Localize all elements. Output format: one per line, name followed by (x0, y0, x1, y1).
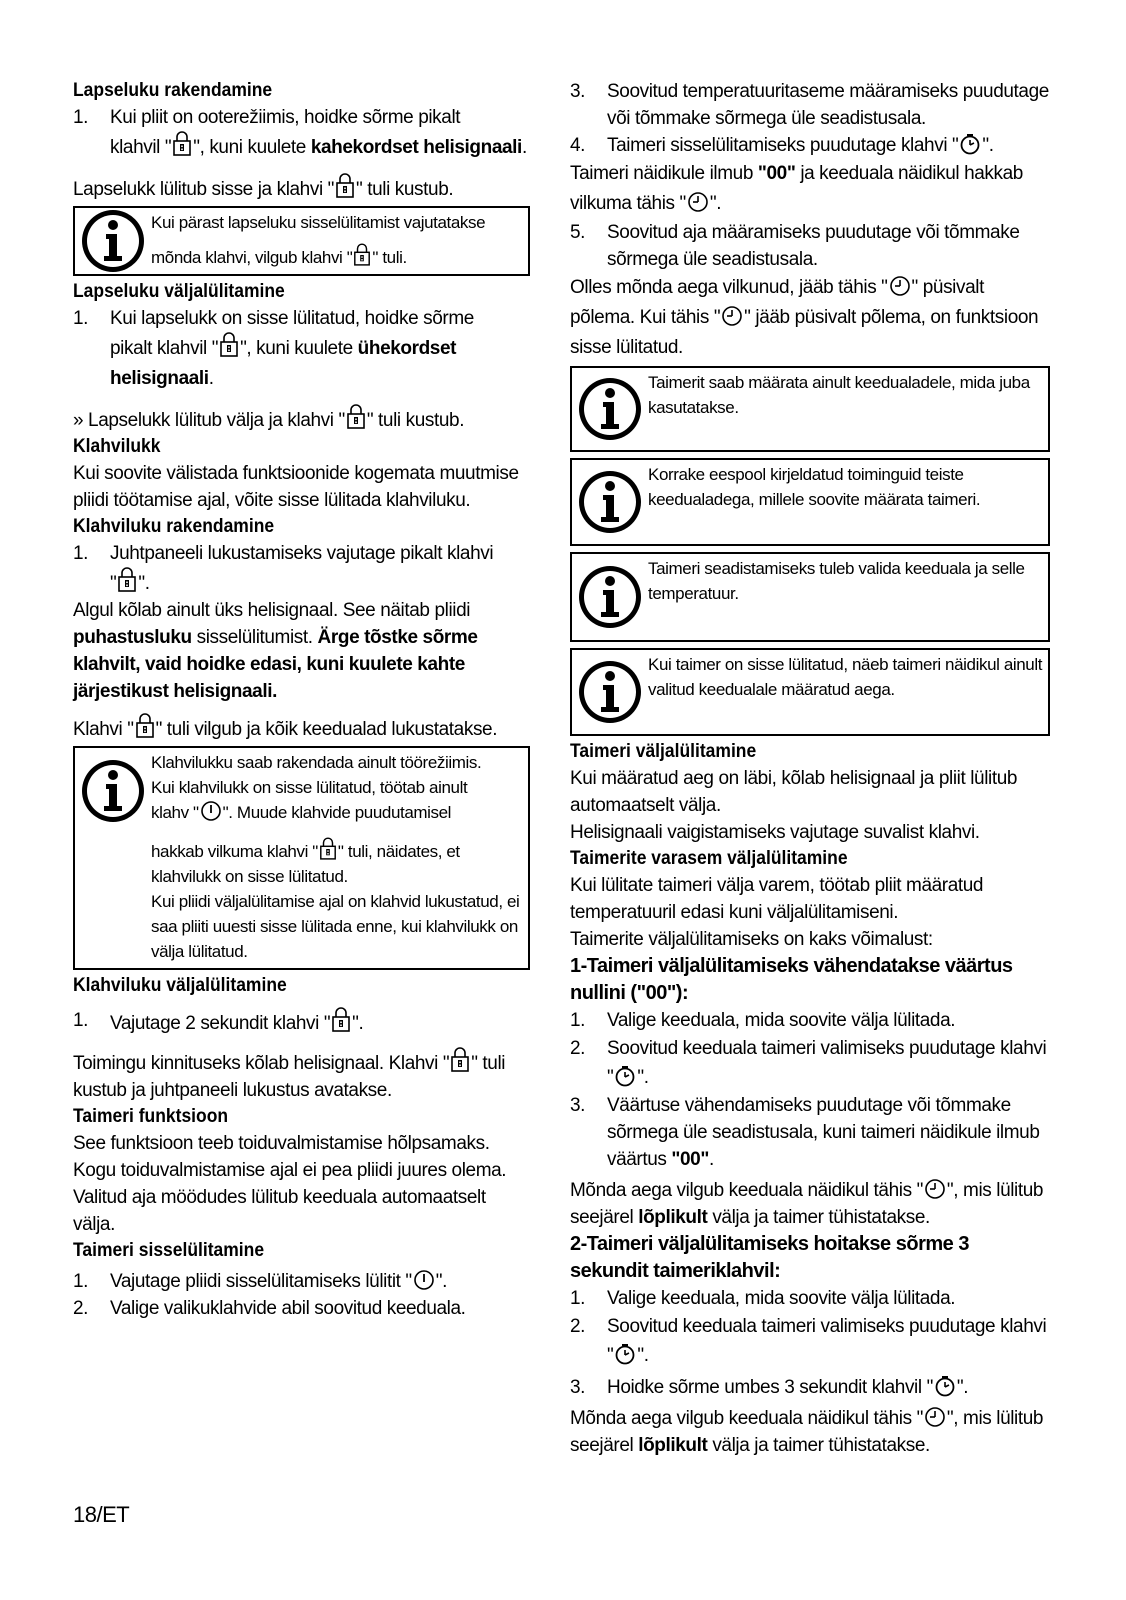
heading-timer-on: Taimeri sisselülitamine (73, 1240, 265, 1261)
list-text (607, 132, 1050, 159)
option-2-title: 2-Taimeri väljalülitamiseks hoitakse sõrme 3 sekundit taimeriklahvil: (570, 1233, 969, 1282)
heading-keylock-off: Klahviluku väljalülitamine (73, 975, 287, 996)
spacer (73, 131, 110, 163)
paragraph: Helisignaali vaigistamiseks vajutage suvalist klahvi. (570, 822, 980, 843)
right-column (570, 78, 1050, 1459)
info-icon-box (75, 748, 151, 968)
text: hakkab vilkuma klahvi " (151, 842, 318, 861)
power-icon (200, 800, 222, 822)
info-icon-box (572, 554, 648, 640)
list-number: 1. (570, 1010, 586, 1031)
list-text: Soovitud temperatuuritaseme määramiseks puudutage või tõmmake sõrmega üle seadistusala. (607, 81, 1049, 129)
list-number: 1. (73, 1010, 89, 1031)
list-item (570, 1007, 1050, 1034)
text: Vajutage pliidi sisselülitamiseks lülitit " (110, 1271, 412, 1292)
text: ", mis lülitub seejärel (570, 1408, 1044, 1456)
text-emphasis: lõplikult (638, 1435, 708, 1456)
list-item (73, 1295, 530, 1322)
text: Taimeri sisselülitamiseks puudutage klahvi " (607, 135, 959, 156)
list-number: 3. (570, 1095, 586, 1116)
text: Soovitud keeduala taimeri valimiseks puudutage klahvi " (607, 1038, 1047, 1088)
note-text: Taimeri seadistamiseks tuleb valida keeduala ja selle temperatuur. (648, 559, 1025, 603)
list-item (73, 540, 530, 597)
clock-icon (721, 305, 743, 327)
text: " tuli kustub. (356, 179, 454, 200)
text-emphasis: "00" (757, 163, 796, 184)
info-icon (579, 566, 641, 628)
list-item (570, 1374, 1050, 1401)
text: Taimeri näidikule ilmub (570, 163, 758, 184)
list-number: 2. (570, 1038, 586, 1059)
text: " tuli. (372, 248, 407, 267)
clock-icon (687, 191, 709, 213)
list-text: Kui lapselukk on sisse lülitatud, hoidke sõrme (110, 308, 474, 329)
list-text: Valige valikuklahvide abil soovitud keeduala. (110, 1298, 466, 1319)
note-text: Korrake eespool kirjeldatud toiminguid teiste keedualadega, millele soovite määrata taimeri. (648, 465, 981, 509)
list-text: Juhtpaneeli lukustamiseks vajutage pikalt klahvi " ". (110, 543, 494, 594)
list-text: Valige keeduala, mida soovite välja lülitada. (607, 1288, 956, 1309)
text: pikalt klahvil " (110, 338, 219, 359)
heading-timer-early: Taimerite varasem väljalülitamine (570, 848, 848, 869)
text: Mõnda aega vilgub keeduala näidikul tähis " (570, 1408, 923, 1429)
info-note (570, 366, 1050, 452)
paragraph (73, 713, 530, 743)
heading-timer: Taimeri funktsioon (73, 1106, 229, 1127)
list-item (73, 1268, 530, 1295)
heading-timer-off: Taimeri väljalülitamine (570, 741, 757, 762)
text: Toimingu kinnituseks kõlab helisignaal. Klahvi " (73, 1053, 450, 1074)
list-number: 1. (73, 308, 89, 329)
info-icon-box (572, 368, 648, 450)
text: klahv " (151, 803, 199, 822)
list-text (607, 1312, 1050, 1370)
text: ", kuni kuulete (193, 137, 311, 158)
text: Lapselukk lülitub sisse ja klahvi " (73, 179, 334, 200)
text: . (708, 1149, 714, 1170)
text: Väärtuse vähendamiseks puudutage või tõmmake sõrmega üle seadistusala, kuni taimeri näidikule ilmub väärtus (607, 1095, 1040, 1170)
text: ". (637, 1345, 649, 1366)
text: Soovitud keeduala taimeri valimiseks puudutage klahvi " (607, 1316, 1047, 1366)
paragraph: Taimerite väljalülitamiseks on kaks võimalust: (570, 929, 933, 950)
list-item (73, 1007, 530, 1037)
list-item (570, 132, 1050, 159)
text: ". (435, 1271, 447, 1292)
paragraph (73, 404, 530, 434)
note-text: Taimerit saab määrata ainult keedualadele, mida juba kasutatakse. (648, 373, 1030, 417)
list-item (570, 1092, 1050, 1173)
heading-keylock-on: Klahviluku rakendamine (73, 516, 275, 537)
text-emphasis: puhastusluku (73, 627, 192, 648)
info-icon (82, 210, 144, 272)
text: Vajutage 2 sekundit klahvi " (110, 1013, 331, 1034)
text: Kui pliit on ooterežiimis, hoidke sõrme pikalt (110, 107, 461, 128)
text-emphasis: ühekordset helisignaali (110, 338, 457, 389)
text: Mõnda aega vilgub keeduala näidikul tähis " (570, 1180, 923, 1201)
note-text (151, 748, 528, 968)
text: Kui pärast lapseluku sisselülitamist vajutatakse (151, 213, 486, 232)
lock-icon (335, 173, 355, 199)
list-number: 2. (570, 1316, 586, 1337)
clock-icon (889, 275, 911, 297)
lock-icon (331, 1007, 351, 1033)
list-item (570, 78, 1050, 132)
text-emphasis: Ärge tõstke sõrme klahvilt, vaid hoidke edasi, kuni kuulete kahte järjestikust helisignaali. (73, 627, 478, 702)
list-item (73, 305, 530, 332)
text: välja ja taimer tühistatakse. (707, 1435, 930, 1456)
option-1-title: 1-Taimeri väljalülitamiseks vähendatakse väärtus nullini ("00"): (570, 955, 1013, 1004)
paragraph: See funktsioon teeb toiduvalmistamise hõlpsamaks. Kogu toiduvalmistamise ajal ei pea pliidi juures olema. Valitud aja möödudes lülitub keeduala automaatselt välja. (73, 1133, 507, 1235)
list-number: 4. (570, 135, 586, 156)
list-item-cont (73, 332, 530, 394)
text-emphasis: lõplikult (638, 1207, 708, 1228)
lock-icon (450, 1047, 470, 1073)
text: ja keeduala näidikul hakkab vilkuma tähis " (570, 163, 1023, 214)
lock-icon (172, 131, 192, 157)
lock-icon (353, 243, 371, 267)
info-icon-box (75, 208, 151, 274)
paragraph: Kui lülitate taimeri välja varem, töötab pliit määratud temperatuuril edasi kuni väljalülitamiseni. (570, 875, 984, 923)
clock-icon (924, 1178, 946, 1200)
text: " tuli kustub. (366, 410, 465, 431)
text: Kui pliidi väljalülitamise ajal on klahvid lukustatud, ei saa pliiti uuesti sisse lülitada enne, kui klahvilukk on välja lülitatud. (151, 892, 520, 961)
info-icon (579, 378, 641, 440)
text: ". (982, 135, 994, 156)
paragraph (570, 1405, 1050, 1459)
info-icon-box (572, 650, 648, 734)
info-icon (82, 760, 144, 822)
lock-icon (117, 567, 137, 593)
left-column (73, 78, 530, 1322)
text: Juhtpaneeli lukustamiseks vajutage pikalt klahvi (110, 543, 494, 564)
list-text (607, 1374, 1050, 1401)
text: " tuli kustub ja juhtpaneeli lukustus avatakse. (73, 1053, 506, 1101)
list-text (110, 1268, 530, 1295)
lock-icon (346, 404, 366, 430)
timer-icon (614, 1065, 636, 1087)
text-emphasis: "00" (671, 1149, 709, 1170)
list-number: 1. (570, 1288, 586, 1309)
list-text (607, 1092, 1050, 1173)
text: Klahvilukku saab rakendada ainult töörežiimis. (151, 753, 482, 772)
paragraph (73, 173, 530, 203)
paragraph: Kui määratud aeg on läbi, kõlab helisignaal ja pliit lülitub automaatselt välja. (570, 768, 1018, 816)
text: Kui klahvilukk on sisse lülitatud, töötab ainult (151, 778, 468, 797)
info-icon-box (572, 460, 648, 544)
list-text: Soovitud aja määramiseks puudutage või tõmmake sõrmega üle seadistusala. (607, 222, 1020, 270)
page-number: 18/ET (73, 1502, 130, 1527)
info-icon (579, 661, 641, 723)
text: ", kuni kuulete (240, 338, 358, 359)
list-number: 3. (570, 81, 586, 102)
list-text: pikalt klahvil " ", kuni kuulete ühekordset helisignaali. (110, 332, 530, 394)
text: ". (709, 193, 722, 214)
info-note (570, 458, 1050, 546)
text: " tuli vilgub ja kõik keedualad lukustatakse. (155, 719, 498, 740)
note-text: Kui taimer on sisse lülitatud, näeb taimeri näidikul ainult valitud keedualale määratud aega. (648, 655, 1043, 699)
list-item (570, 1034, 1050, 1092)
heading-lock-off: Lapseluku väljalülitamine (73, 281, 285, 302)
paragraph (570, 159, 1050, 219)
paragraph: Kui soovite välistada funktsioonide kogemata muutmise pliidi töötamise ajal, võite sisse lülitada klahviluku. (73, 463, 519, 511)
paragraph (570, 1177, 1050, 1231)
list-text (110, 1007, 530, 1037)
text-emphasis: kahekordset helisignaali (310, 137, 522, 158)
paragraph (570, 273, 1050, 363)
spacer (73, 332, 110, 394)
text: ". (637, 1067, 649, 1088)
list-item (570, 219, 1050, 273)
info-note (73, 206, 530, 276)
list-text: Valige keeduala, mida soovite välja lülitada. (607, 1010, 956, 1031)
paragraph (73, 597, 530, 705)
text: ". (352, 1013, 364, 1034)
text: » Lapselukk lülitub välja ja klahvi " (73, 410, 345, 431)
list-item-cont (73, 131, 530, 163)
timer-icon (934, 1375, 956, 1397)
list-item (570, 1312, 1050, 1370)
lock-icon (319, 837, 337, 861)
list-text: klahvil " ", kuni kuulete kahekordset helisignaali. (110, 131, 530, 163)
list-number: 1. (73, 1271, 89, 1292)
lock-icon (219, 332, 239, 358)
text: Hoidke sõrme umbes 3 sekundit klahvil " (607, 1377, 933, 1398)
text: Olles mõnda aega vilkunud, jääb tähis " (570, 277, 888, 298)
text: välja ja taimer tühistatakse. (707, 1207, 930, 1228)
note-text (151, 208, 528, 274)
timer-icon (959, 133, 981, 155)
paragraph (73, 1047, 530, 1104)
clock-icon (924, 1406, 946, 1428)
info-icon (579, 471, 641, 533)
text: ". Muude klahvide puudutamisel (222, 803, 452, 822)
info-note (570, 648, 1050, 736)
text: ", mis lülitub seejärel (570, 1180, 1044, 1228)
lock-icon (135, 713, 155, 739)
heading-lock-on: Lapseluku rakendamine (73, 80, 273, 101)
list-number: 3. (570, 1377, 586, 1398)
text: klahvil " (110, 137, 172, 158)
power-icon (413, 1269, 435, 1291)
info-note (570, 552, 1050, 642)
list-number: 1. (73, 107, 89, 128)
list-number: 1. (73, 543, 89, 564)
list-number: 2. (73, 1298, 89, 1319)
list-number: 5. (570, 222, 586, 243)
list-text (607, 1034, 1050, 1092)
text: sisselülitumist. (191, 627, 318, 648)
timer-icon (614, 1343, 636, 1365)
text: " püsivalt põlema. Kui tähis " (570, 277, 984, 328)
text: " tuli, näidates, et klahvilukk on sisse lülitatud. (151, 842, 460, 886)
list-text (110, 104, 530, 131)
text: Klahvi " (73, 719, 134, 740)
text: ". (956, 1377, 969, 1398)
heading-keylock: Klahvilukk (73, 436, 161, 457)
text: Algul kõlab ainult üks helisignaal. See näitab pliidi (73, 600, 471, 621)
text: " jääb püsivalt põlema, on funktsioon sisse lülitatud. (570, 307, 1039, 358)
text: mõnda klahvi, vilgub klahvi " (151, 248, 353, 267)
list-item (73, 104, 530, 131)
info-note (73, 746, 530, 970)
list-item (570, 1285, 1050, 1312)
